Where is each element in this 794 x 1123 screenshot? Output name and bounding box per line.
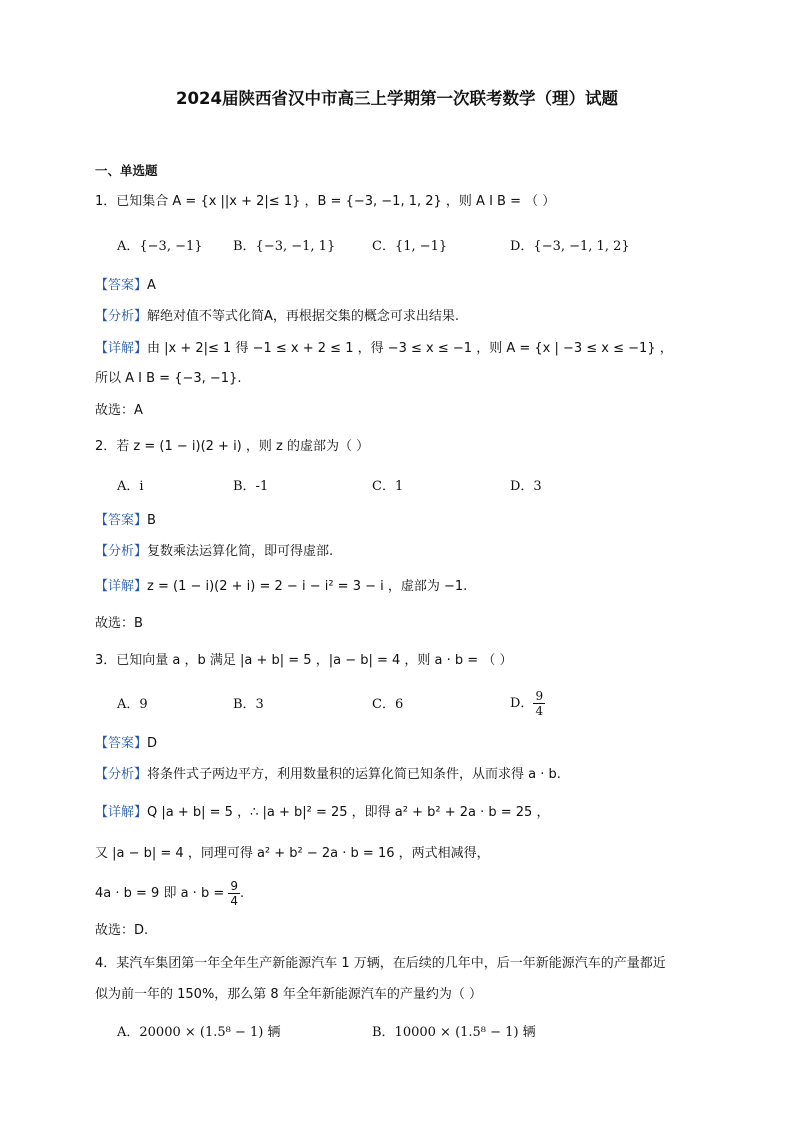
answer-tag: 【答案】	[95, 513, 148, 528]
q2-detail-row	[95, 578, 467, 596]
q3-option-d-fraction	[533, 689, 545, 718]
q1-detail-line2: 所以 A I B = {−3, −1}.	[95, 371, 242, 386]
detail-tag: 【详解】	[95, 341, 148, 356]
q1-answer-row	[95, 277, 156, 295]
q1-choose: 故选：A	[95, 403, 143, 418]
section-heading: 一、单选题	[95, 163, 158, 178]
fraction-denominator: 4	[230, 894, 238, 908]
q2-detail-line1: z = (1 − i)(2 + i) = 2 − i − i² = 3 − i ，虚部为 −1.	[147, 579, 468, 594]
q3-stem: 3．已知向量 a ，b 满足 |a + b| = 5 ，|a − b| = 4 ，则 a · b = （ ）	[95, 653, 513, 668]
q3-option-d	[510, 687, 545, 721]
q2-analysis: 复数乘法运算化简，即可得虚部.	[147, 544, 334, 559]
q3-choose: 故选：D.	[95, 923, 149, 938]
q1-option-d: D．{−3, −1, 1, 2}	[510, 239, 630, 254]
q3-detail-line2: 又 |a − b| = 4 ，同理可得 a² + b² − 2a · b = 16 ，两式相减得，	[95, 846, 490, 861]
q3-option-c: C．6	[372, 697, 404, 712]
q2-answer: B	[147, 513, 156, 528]
q3-option-a: A．9	[117, 697, 148, 712]
q4-stem-line2: 似为前一年的 150%，那么第 8 年全年新能源汽车的产量约为（ ）	[95, 987, 482, 1002]
q3-detail-line3-end: .	[240, 886, 245, 901]
q3-answer-row	[95, 735, 157, 753]
q1-option-c: C．{1, −1}	[372, 239, 448, 254]
q4-option-a: A．20000 × (1.5⁸ − 1) 辆	[117, 1025, 281, 1040]
analysis-tag: 【分析】	[95, 767, 148, 782]
q2-stem: 2．若 z = (1 − i)(2 + i) ，则 z 的虚部为（ ）	[95, 439, 370, 454]
q2-choose: 故选：B	[95, 616, 143, 631]
q1-option-b: B．{−3, −1, 1}	[233, 239, 336, 254]
page-title: 2024届陕西省汉中市高三上学期第一次联考数学（理）试题	[176, 89, 618, 108]
q3-option-d-label: D．	[510, 696, 534, 711]
answer-tag: 【答案】	[95, 736, 148, 751]
fraction-denominator: 4	[535, 704, 544, 718]
q3-analysis-row	[95, 766, 561, 784]
fraction-numerator: 9	[535, 689, 544, 703]
analysis-tag: 【分析】	[95, 544, 148, 559]
q1-detail-line1: 由 |x + 2|≤ 1 得 −1 ≤ x + 2 ≤ 1 ，得 −3 ≤ x ≤ −1 ，则 A = {x | −3 ≤ x ≤ −1} ，	[147, 341, 673, 356]
q1-option-a: A．{−3, −1}	[117, 239, 203, 254]
q3-option-b: B．3	[233, 697, 264, 712]
q1-analysis: 解绝对值不等式化简A，再根据交集的概念可求出结果.	[147, 309, 460, 324]
q2-analysis-row	[95, 543, 333, 561]
q2-option-c: C．1	[372, 479, 404, 494]
detail-tag: 【详解】	[95, 579, 148, 594]
q3-analysis: 将条件式子两边平方，利用数量积的运算化简已知条件，从而求得 a · b.	[147, 767, 561, 782]
q2-option-d: D．3	[510, 479, 542, 494]
q1-analysis-row	[95, 308, 459, 326]
q3-detail-line3-text: 4a · b = 9 即 a · b =	[95, 886, 229, 901]
detail-tag: 【详解】	[95, 805, 148, 820]
q1-detail-row	[95, 340, 673, 358]
fraction-numerator: 9	[230, 879, 238, 893]
q1-answer: A	[147, 278, 156, 293]
q3-detail-fraction	[228, 879, 240, 908]
q3-detail-line3	[95, 877, 244, 911]
answer-tag: 【答案】	[95, 278, 148, 293]
q4-option-b: B．10000 × (1.5⁸ − 1) 辆	[372, 1025, 536, 1040]
q2-answer-row	[95, 512, 156, 530]
q1-stem: 1．已知集合 A = {x ||x + 2|≤ 1} ，B = {−3, −1, 1, 2} ，则 A I B = （ ）	[95, 194, 556, 209]
q3-answer: D	[147, 736, 158, 751]
q4-stem-line1: 4．某汽车集团第一年全年生产新能源汽车 1 万辆，在后续的几年中，后一年新能源汽车的产量都近	[95, 956, 666, 971]
q3-detail-line1: Q |a + b| = 5 ，∴ |a + b|² = 25 ，即得 a² + b² + 2a · b = 25 ，	[147, 805, 550, 820]
q3-detail-row	[95, 804, 549, 822]
analysis-tag: 【分析】	[95, 309, 148, 324]
q2-option-b: B．-1	[233, 479, 269, 494]
q2-option-a: A．i	[117, 479, 144, 494]
